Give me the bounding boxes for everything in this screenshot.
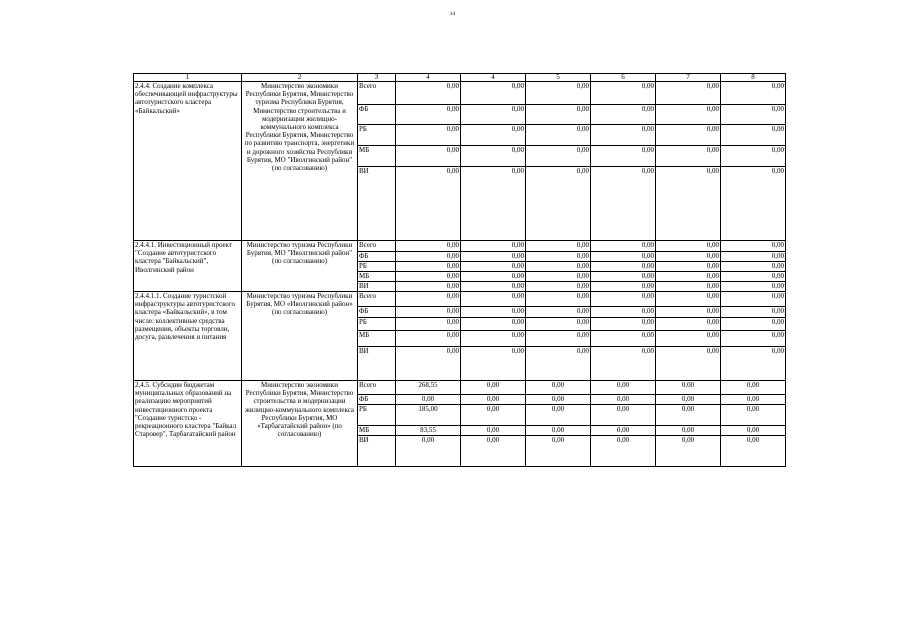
funding-source: МБ [358,331,396,347]
value-cell: 0,00 [461,307,526,318]
funding-source: ВИ [358,436,396,467]
value-cell: 0,00 [396,262,461,272]
value-cell: 0,00 [396,272,461,282]
value-cell: 0,00 [656,241,721,252]
value-cell: 0,00 [721,426,786,436]
value-cell: 0,00 [461,262,526,272]
header-cell: 8 [721,74,786,82]
value-cell: 0,00 [526,292,591,307]
value-cell: 0,00 [721,282,786,292]
value-cell: 0,00 [461,436,526,467]
value-cell: 0,00 [526,262,591,272]
header-cell: 4 [461,74,526,82]
funding-source: ФБ [358,307,396,318]
value-cell: 0,00 [721,125,786,146]
funding-source: МБ [358,146,396,167]
value-cell: 0,00 [591,381,656,395]
value-cell: 0,00 [396,252,461,262]
value-cell: 0,00 [721,331,786,347]
value-cell: 0,00 [656,318,721,331]
value-cell: 0,00 [656,426,721,436]
value-cell: 0,00 [591,82,656,105]
activity-title: 2.4.4. Создание комплекса обеспечивающей инфраструктуры автотуристского кластера «Байкальский» [134,82,242,241]
header-cell: 6 [591,74,656,82]
value-cell: 0,00 [526,395,591,405]
funding-source: Всего [358,241,396,252]
value-cell: 0,00 [526,436,591,467]
value-cell: 0,00 [591,395,656,405]
value-cell: 0,00 [461,395,526,405]
table-row [134,82,786,105]
value-cell: 0,00 [526,272,591,282]
header-row [134,74,786,82]
funding-source: Всего [358,82,396,105]
value-cell: 0,00 [526,307,591,318]
value-cell: 0,00 [461,282,526,292]
value-cell: 0,00 [721,146,786,167]
value-cell: 0,00 [396,436,461,467]
value-cell: 0,00 [656,307,721,318]
value-cell: 0,00 [396,82,461,105]
value-cell: 0,00 [591,125,656,146]
value-cell: 0,00 [656,347,721,381]
table-row [134,241,786,252]
value-cell: 0,00 [396,395,461,405]
value-cell: 0,00 [526,241,591,252]
value-cell: 0,00 [461,292,526,307]
value-cell: 0,00 [526,105,591,125]
activity-title: 2.4.4.1. Инвестиционный проект "Создание автотуристского кластера "Байкальский", Иволгинский район [134,241,242,292]
value-cell: 0,00 [396,331,461,347]
value-cell: 0,00 [591,262,656,272]
funding-source: РБ [358,125,396,146]
responsible-executors: Министерство экономики Республики Бурятия, Министерство туризма Республики Бурятия, Министерство строительства и модернизации жилищно-коммунального комплекса Республики Бурятия, Министерство по развитию транспорта, энергетики и дорожного хозяйства Республики Бурятия, МО "Иволгинский район" (по согласованию) [242,82,358,241]
responsible-executors: Министерство туризма Республики Бурятия, МО "Иволгинский район" (по согласованию) [242,241,358,292]
value-cell: 0,00 [591,318,656,331]
value-cell: 0,00 [461,405,526,426]
value-cell: 0,00 [656,282,721,292]
value-cell: 0,00 [461,331,526,347]
value-cell: 0,00 [591,105,656,125]
value-cell: 0,00 [721,241,786,252]
value-cell: 0,00 [721,436,786,467]
activity-title: 2.4.4.1.1. Создание туристской инфраструктуры автотуристского кластера «Байкальский», в том числе: коллективные средства размещения, объекты торговли, досуга, развлечения и питания [134,292,242,381]
value-cell: 0,00 [591,331,656,347]
value-cell: 0,00 [591,167,656,241]
value-cell: 0,00 [721,381,786,395]
funding-source: РБ [358,262,396,272]
value-cell: 0,00 [396,241,461,252]
value-cell: 0,00 [591,282,656,292]
value-cell: 0,00 [656,262,721,272]
value-cell: 0,00 [461,167,526,241]
value-cell: 0,00 [721,292,786,307]
header-cell: 1 [134,74,242,82]
value-cell: 0,00 [721,167,786,241]
value-cell: 0,00 [461,105,526,125]
funding-source: Всего [358,292,396,307]
responsible-executors: Министерство туризма Республики Бурятия, МО «Иволгинский район» (по согласованию) [242,292,358,381]
value-cell: 0,00 [721,262,786,272]
value-cell: 0,00 [591,292,656,307]
value-cell: 0,00 [461,252,526,262]
value-cell: 0,00 [526,282,591,292]
value-cell: 0,00 [526,252,591,262]
value-cell: 0,00 [396,125,461,146]
value-cell: 0,00 [461,125,526,146]
value-cell: 0,00 [396,146,461,167]
table-row [134,381,786,395]
value-cell: 0,00 [461,146,526,167]
value-cell: 0,00 [591,272,656,282]
value-cell: 0,00 [656,272,721,282]
header-cell: 3 [358,74,396,82]
value-cell: 0,00 [656,381,721,395]
value-cell: 0,00 [526,167,591,241]
funding-source: РБ [358,405,396,426]
value-cell: 0,00 [591,405,656,426]
value-cell: 83,55 [396,426,461,436]
value-cell: 0,00 [396,347,461,381]
funding-source: МБ [358,272,396,282]
value-cell: 0,00 [461,272,526,282]
value-cell: 0,00 [591,241,656,252]
value-cell: 0,00 [526,426,591,436]
value-cell: 0,00 [396,307,461,318]
value-cell: 0,00 [656,125,721,146]
value-cell: 0,00 [656,395,721,405]
value-cell: 0,00 [396,105,461,125]
value-cell: 0,00 [461,318,526,331]
funding-source: Всего [358,381,396,395]
value-cell: 0,00 [396,167,461,241]
value-cell: 0,00 [396,282,461,292]
header-cell: 2 [242,74,358,82]
funding-source: ФБ [358,395,396,405]
value-cell: 0,00 [656,405,721,426]
value-cell: 0,00 [721,82,786,105]
value-cell: 0,00 [656,292,721,307]
value-cell: 0,00 [721,347,786,381]
value-cell: 0,00 [721,307,786,318]
funding-source: ФБ [358,252,396,262]
value-cell: 0,00 [396,292,461,307]
value-cell: 0,00 [591,426,656,436]
funding-source: ВИ [358,167,396,241]
value-cell: 0,00 [526,146,591,167]
budget-table [133,73,786,467]
value-cell: 0,00 [526,318,591,331]
value-cell: 0,00 [721,318,786,331]
value-cell: 0,00 [721,272,786,282]
value-cell: 0,00 [721,252,786,262]
value-cell: 0,00 [591,347,656,381]
value-cell: 268,55 [396,381,461,395]
value-cell: 0,00 [656,436,721,467]
value-cell: 185,00 [396,405,461,426]
value-cell: 0,00 [526,82,591,105]
table-row [134,292,786,307]
value-cell: 0,00 [656,167,721,241]
funding-source: ВИ [358,347,396,381]
funding-source: МБ [358,426,396,436]
header-cell: 5 [526,74,591,82]
value-cell: 0,00 [656,105,721,125]
value-cell: 0,00 [656,331,721,347]
value-cell: 0,00 [656,82,721,105]
value-cell: 0,00 [461,82,526,105]
value-cell: 0,00 [591,146,656,167]
value-cell: 0,00 [461,347,526,381]
value-cell: 0,00 [591,252,656,262]
value-cell: 0,00 [461,426,526,436]
value-cell: 0,00 [526,125,591,146]
page-number: 14 [449,11,456,17]
responsible-executors: Министерство экономики Республики Бурятия, Министерство строительства и модернизации жилищно-коммунального комплекса Республики Бурятия, МО «Тарбагатайский район» (по согласованию) [242,381,358,467]
funding-source: ФБ [358,105,396,125]
value-cell: 0,00 [656,146,721,167]
value-cell: 0,00 [461,241,526,252]
funding-source: РБ [358,318,396,331]
header-cell: 4 [396,74,461,82]
value-cell: 0,00 [721,405,786,426]
activity-title: 2.4.5. Субсидии бюджетам муниципальных образований на реализацию мероприятий инвестиционного проекта "Создание туристско - рекреационного кластера "Байкал Старовер", Тарбагатайский район [134,381,242,467]
value-cell: 0,00 [591,307,656,318]
value-cell: 0,00 [396,318,461,331]
value-cell: 0,00 [526,405,591,426]
funding-source: ВИ [358,282,396,292]
value-cell: 0,00 [526,381,591,395]
value-cell: 0,00 [461,381,526,395]
value-cell: 0,00 [721,395,786,405]
value-cell: 0,00 [721,105,786,125]
value-cell: 0,00 [656,252,721,262]
value-cell: 0,00 [526,347,591,381]
value-cell: 0,00 [591,436,656,467]
value-cell: 0,00 [526,331,591,347]
header-cell: 7 [656,74,721,82]
